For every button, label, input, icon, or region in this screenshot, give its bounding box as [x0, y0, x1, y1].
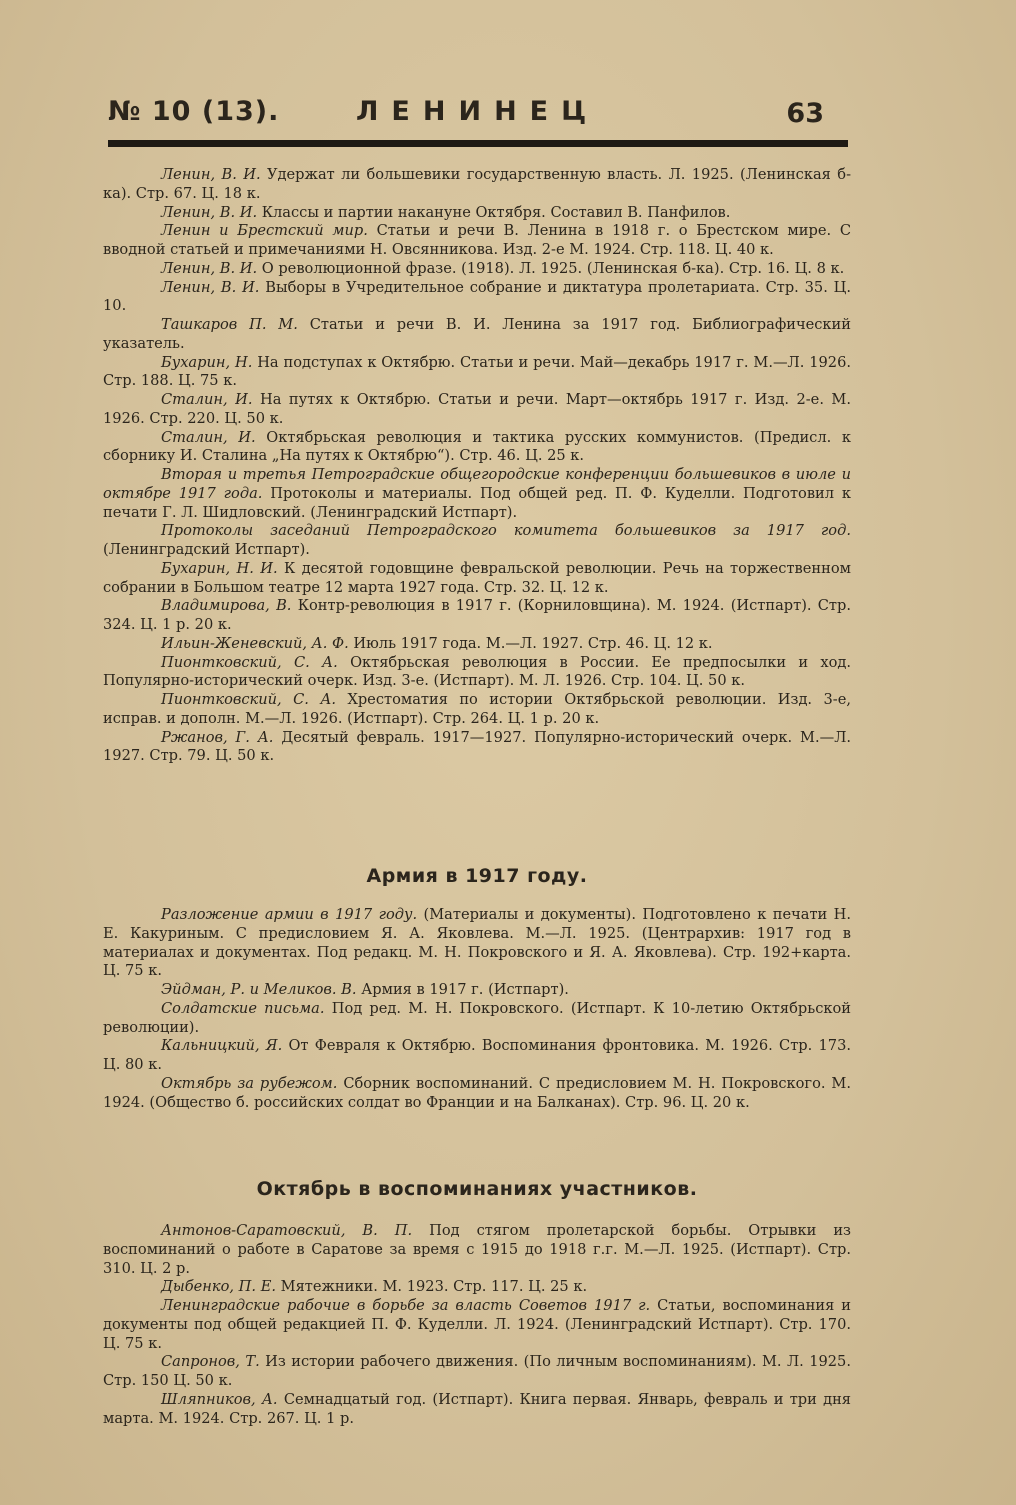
entry-author: Бухарин, Н. — [161, 353, 253, 371]
header-rule — [108, 140, 848, 147]
entry-text: На путях к Октябрю. Статьи и речи. Март—октябрь 1917 г. Изд. 2-е. М. 1926. Стр. 220. Ц. 50 к. — [103, 391, 852, 427]
bibliography-list-3 — [103, 1222, 851, 1428]
entry-author: Ленин, В. И. — [161, 203, 258, 221]
section-heading-army: Армия в 1917 году. — [366, 865, 588, 887]
entry-text: Статьи и речи В. Ленина в 1918 г. о Брестском мире. С вводной статьей и примечаниями Н. Овсянникова. Изд. 2-е М. 1924. Стр. 118. Ц. 40 к. — [103, 222, 851, 258]
entry-text: (Материалы и документы). Подготовлено к печати Н. Е. Какуриным. С предисловием Я. А. Яковлева. М.—Л. 1925. (Центрархив: 1917 год в материалах и документах. Под редакц. М. Н. Покровского и Я. А. Яковлева). Стр. 192+карта. Ц. 75 к. — [103, 906, 852, 980]
bibliography-entry — [103, 354, 851, 392]
bibliography-entry — [103, 729, 851, 767]
bibliography-entry — [103, 1297, 851, 1353]
entry-author: Ржанов, Г. А. — [161, 728, 274, 746]
entry-author: Бухарин, Н. И. — [161, 559, 278, 577]
entry-author: Ленин, В. И. — [161, 278, 260, 296]
bibliography-entry — [103, 1391, 851, 1429]
bibliography-entry — [103, 635, 851, 654]
entry-text: Октябрьская революция и тактика русских коммунистов. (Предисл. к сборнику И. Сталина „На путях к Октябрю“). Стр. 46. Ц. 25 к. — [103, 428, 851, 465]
entry-author: Пионтковский, С. А. — [161, 653, 338, 671]
entry-text: Контр-революция в 1917 г. (Корниловщина). М. 1924. (Истпарт). Стр. 324. Ц. 1 р. 20 к. — [103, 597, 851, 633]
entry-author: Антонов-Саратовский, В. П. — [161, 1222, 413, 1239]
entry-text: Статьи, воспоминания и документы под общей редакцией П. Ф. Куделли. Л. 1924. (Ленинградский Истпарт). Стр. 170. Ц. 75 к. — [103, 1297, 851, 1352]
entry-text: Выборы в Учредительное собрание и диктатура пролетариата. Стр. 35. Ц. 10. — [103, 278, 852, 315]
entry-author: Ленин и Брестский мир. — [161, 222, 368, 240]
entry-text: Под стягом пролетарской борьбы. Отрывки из воспоминаний о работе в Саратове за время с 1915 до 1918 г.г. М.—Л. 1925. (Истпарт). Стр. 310. Ц. 2 р. — [103, 1222, 852, 1277]
journal-title: ЛЕНИНЕЦ — [356, 96, 600, 127]
entry-author: Вторая и третья Петроградские общегородские конференции большевиков в июле и октябре 1917 года. — [103, 466, 851, 502]
entry-author: Октябрь за рубежом. — [161, 1074, 338, 1092]
entry-text: Из истории рабочего движения. (По личным воспоминаниям). М. Л. 1925. Стр. 150 Ц. 50 к. — [103, 1353, 851, 1389]
bibliography-entry — [103, 166, 851, 204]
bibliography-entry — [103, 1278, 851, 1297]
entry-author: Владимирова, В. — [161, 597, 292, 615]
entry-author: Солдатские письма. — [161, 999, 325, 1017]
page-number: 63 — [786, 98, 824, 129]
page-header — [108, 96, 824, 138]
entry-text: (Ленинградский Истпарт). — [103, 541, 310, 558]
bibliography-entry — [103, 222, 851, 260]
entry-text: Октябрьская революция в России. Ее предпосылки и ход. Популярно-исторический очерк. Изд. 3-е. (Истпарт). М. Л. 1926. Стр. 104. Ц. 50 к. — [103, 653, 852, 690]
entry-author: Эйдман, Р. и Меликов. В. — [161, 981, 357, 998]
entry-author: Ленин, В. И. — [161, 259, 258, 277]
entry-text: От Февраля к Октябрю. Воспоминания фронтовика. М. 1926. Стр. 173. Ц. 80 к. — [103, 1037, 851, 1073]
entry-text: Протоколы и материалы. Под общей ред. П. Ф. Куделли. Подготовил к печати Г. Л. Шидловский. (Ленинградский Истпарт). — [103, 484, 851, 521]
bibliography-entry — [103, 522, 851, 560]
bibliography-entry — [103, 429, 851, 467]
entry-author: Ильин-Женевский, А. Ф. — [161, 634, 349, 652]
bibliography-entry — [103, 204, 851, 223]
section-heading-memoirs: Октябрь в воспоминаниях участников. — [256, 1178, 698, 1200]
bibliography-list-2 — [103, 906, 851, 1112]
entry-author: Ленинградские рабочие в борьбе за власть Советов 1917 г. — [161, 1297, 651, 1314]
bibliography-entry — [103, 654, 851, 692]
entry-author: Сталин, И. — [161, 391, 253, 408]
entry-author: Сталин, И. — [161, 428, 256, 446]
bibliography-entry — [103, 1075, 851, 1113]
entry-text: На подступах к Октябрю. Статьи и речи. Май—декабрь 1917 г. М.—Л. 1926. Стр. 188. Ц. 75 к. — [103, 353, 852, 390]
bibliography-entry — [103, 691, 851, 729]
entry-author: Сапронов, Т. — [161, 1353, 260, 1371]
entry-author: Пионтковский, С. А. — [161, 691, 337, 708]
issue-number: № 10 (13). — [108, 96, 280, 127]
bibliography-entry — [103, 597, 851, 635]
entry-text: Армия в 1917 г. (Истпарт). — [361, 981, 569, 998]
entry-text: О революционной фразе. (1918). Л. 1925. (Ленинская б-ка). Стр. 16. Ц. 8 к. — [261, 259, 845, 277]
entry-text: Классы и партии накануне Октября. Составил В. Панфилов. — [261, 203, 731, 221]
entry-text: Удержат ли большевики государственную власть. Л. 1925. (Ленинская б-ка). Стр. 67. Ц. 18 к. — [103, 166, 851, 202]
entry-text: Хрестоматия по истории Октябрьской революции. Изд. 3-е, исправ. и дополн. М.—Л. 1926. (Истпарт). Стр. 264. Ц. 1 р. 20 к. — [103, 691, 851, 727]
entry-author: Протоколы заседаний Петроградского комитета большевиков за 1917 год. — [161, 522, 851, 540]
bibliography-entry — [103, 316, 851, 354]
bibliography-entry — [103, 906, 851, 981]
entry-text: Мятежники. М. 1923. Стр. 117. Ц. 25 к. — [280, 1278, 588, 1296]
bibliography-entry — [103, 560, 851, 598]
bibliography-entry — [103, 466, 851, 522]
entry-text: Десятый февраль. 1917—1927. Популярно-исторический очерк. М.—Л. 1927. Стр. 79. Ц. 50 к. — [103, 728, 852, 765]
bibliography-list-1 — [103, 166, 851, 766]
entry-text: Июль 1917 года. М.—Л. 1927. Стр. 46. Ц. 12 к. — [353, 634, 713, 652]
entry-author: Разложение армии в 1917 году. — [161, 906, 418, 923]
bibliography-entry — [103, 1353, 851, 1391]
entry-author: Дыбенко, П. Е. — [161, 1278, 276, 1296]
entry-author: Ленин, В. И. — [161, 166, 261, 183]
entry-text: Семнадцатый год. (Истпарт). Книга первая. Январь, февраль и три дня марта. М. 1924. Стр. 267. Ц. 1 р. — [103, 1390, 852, 1427]
entry-text: Под ред. М. Н. Покровского. (Истпарт. К 10-летию Октябрьской революции). — [103, 999, 852, 1036]
bibliography-entry — [103, 981, 851, 1000]
entry-author: Кальницкий, Я. — [161, 1037, 283, 1055]
bibliography-entry — [103, 1000, 851, 1038]
entry-text: Сборник воспоминаний. С предисловием М. Н. Покровского. М. 1924. (Общество б. российских солдат во Франции и на Балканах). Стр. 96. Ц. 20 к. — [103, 1074, 852, 1111]
bibliography-entry — [103, 279, 851, 317]
entry-text: Статьи и речи В. И. Ленина за 1917 год. Библиографический указатель. — [103, 316, 852, 352]
entry-author: Ташкаров П. М. — [161, 316, 298, 333]
entry-author: Шляпников, А. — [161, 1390, 278, 1408]
bibliography-entry — [103, 1037, 851, 1075]
bibliography-entry — [103, 391, 851, 429]
bibliography-entry — [103, 260, 851, 279]
bibliography-entry — [103, 1222, 851, 1278]
entry-text: К десятой годовщине февральской революции. Речь на торжественном собрании в Большом театре 12 марта 1927 года. Стр. 32. Ц. 12 к. — [103, 559, 851, 596]
